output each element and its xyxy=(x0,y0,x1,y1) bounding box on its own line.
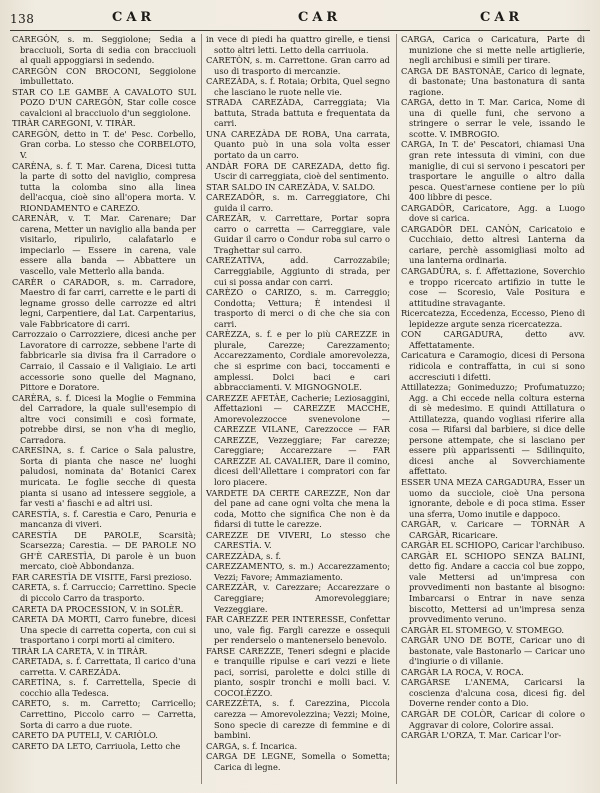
running-head-center: CAR xyxy=(298,10,342,25)
running-head-left: CAR xyxy=(112,10,156,25)
dictionary-entry: STAR SALDO IN CAREZÀDA, V. SALDO. xyxy=(206,181,376,192)
running-head-right: CAR xyxy=(480,10,524,25)
column-divider xyxy=(201,34,202,784)
dictionary-entry: CARGÀR EL SCHIOPO, Caricar l'archibuso. xyxy=(401,540,585,551)
dictionary-entry: CARGÀR EL SCHIOPO SENZA BALINI, detto fig. Andare a caccia col bue zoppo, vale Mettersi ad un'impresa con provvedimenti non bastante al bisogno: Imbarcarsi o Entrar in nave senza biscotto, Mettersi ad un'impresa senza provvedimento veruno. xyxy=(401,550,585,625)
dictionary-entry: CARGA, Carica o Caricatura, Parte di munizione che si mette nelle artiglierie, negli archibusi e simili per tirare. xyxy=(401,34,585,66)
dictionary-entry: CAREZÀDA, s. f. Rotaia; Orbita, Quel segno che lasciano le ruote nelle vie. xyxy=(206,76,390,97)
dictionary-entry: FAR CARESTÌA DE VISITE, Farsi prezioso. xyxy=(12,571,192,582)
dictionary-entry: CARGÀR DE COLÒR, Caricar di colore o Aggravar di colore, Colorire assai. xyxy=(401,709,585,730)
column-right xyxy=(401,34,585,784)
dictionary-entry: CAREZÀR, v. Carrettare, Portar sopra carro o carretta — Carreggiare, vale Guidar il carro o Condur roba sul carro o Traghettar sul carro. xyxy=(206,213,390,255)
dictionary-entry: FARSE CAREZZE, Teneri sdegni e placide e tranquille ripulse e cari vezzi e liete paci, sorrisi, parolette e dolci stille di pianto, sospir tronchi e molli baci. V. COCOLÈZZO. xyxy=(206,645,390,698)
dictionary-entry: TIRÀR LA CARETA, V. in TIRÀR. xyxy=(12,645,148,656)
dictionary-entry: CARGÀRSE L'ANEMA, Caricarsi la coscienza d'alcuna cosa, dicesi fig. del Doverne render conto a Dio. xyxy=(401,677,585,709)
dictionary-entry: CAREZZE DE VIVERI, Lo stesso che CARESTÌA. V. xyxy=(206,529,390,551)
dictionary-entry: CARÈNA, s. f. T. Mar. Carena, Dicesi tutta la parte di sotto del naviglio, compresa tutta la colomba sino alla linea dell'acqua, cioè sino all'opera morta. V. RIONDAMENTO e CAREZO. xyxy=(12,160,196,213)
dictionary-entry: CARETA, s. f. Carruccio; Carrettino. Specie di piccolo Carro da trasporto. xyxy=(12,582,196,603)
dictionary-entry: UNA CAREZÀDA DE ROBA, Una carrata, Quanto può in una sola volta esser portato da un carro. xyxy=(206,128,390,161)
dictionary-entry: CAREGÒN, detto in T. de' Pesc. Corbello, Gran corba. Lo stesso che CORBELOTO, V. xyxy=(12,128,196,161)
dictionary-entry: CARETA DA MORTI, Carro funebre, dicesi Una specie di carretta coperta, con cui si trasportano i corpi morti al cimitero. xyxy=(12,614,196,646)
dictionary-entry: CAREGÒN CON BROCONI, Seggiolone imbullettato. xyxy=(12,65,196,87)
dictionary-entry: CARGA, detto in T. Mar. Carica, Nome di una di quelle funi, che servono a stringere o serrar le vele, issando le scotte. V. IMBROGIO. xyxy=(401,97,585,139)
dictionary-entry: CAREZZÀR, v. Carezzare; Accarezzare o Careggiare; Amorevoleggiare; Vezzeggiare. xyxy=(206,582,390,614)
dictionary-entry: CAREGÒN, s. m. Seggiolone; Sedia a bracciuoli, Sorta di sedia con bracciuoli al quali appoggiarsi in sedendo. xyxy=(12,34,196,66)
dictionary-entry: CARGÀR UNO DE BOTE, Caricar uno di bastonate, vale Bastonarlo — Caricar uno d'ingiurie o di villanie. xyxy=(401,635,585,667)
dictionary-entry: CARÈRA, s. f. Dicesi la Moglie o Femmina del Carradore, la quale sull'esempio di altre voci consimili e così formate, potrebbe dirsi, se non v'ha di meglio, Carradora. xyxy=(12,392,196,445)
dictionary-entry: CARETA DA PROCESSION, V. in SOLÈR. xyxy=(12,603,184,614)
dictionary-entry: CAREZZÀDA, s. f. xyxy=(206,550,282,561)
dictionary-entry: CARGÀR LA ROCA, V. ROCA. xyxy=(401,666,524,677)
dictionary-entry: STAR CO LE GAMBE A CAVALOTO SUL POZO D'UN CAREGÒN, Star colle cosce cavalcioni al bracciuolo d'un seggiolone. xyxy=(12,86,196,118)
dictionary-entry: CARÈZO o CARIZO, s. m. Carreggio; Condotta; Vettura; È intendesi il trasporto di merci o di che che sia con carri. xyxy=(206,287,390,329)
dictionary-entry: CAREZZÈTA, s. f. Carezzina, Piccola carezza — Amorevolezzina; Vezzi; Moine, Sono specie di carezze di femmine e di bambini. xyxy=(206,698,390,741)
dictionary-entry: CAREZZAMENTO, s. m.) Accarezzamento; Vezzi; Favore; Ammaziamento. xyxy=(206,561,390,582)
dictionary-entry: Caricatura e Caramogio, dicesi di Persona ridicola e contraffatta, in cui si sono accresciuti i difetti. xyxy=(401,350,585,382)
dictionary-entry: CARESÌNA, s. f. Carice o Sala palustre, Sorta di pianta che nasce ne' luoghi paludosi, nominata da' Botanici Carex muricata. Le foglie secche di questa pianta si usano ad intessere seggiole, a far vesti a' fiaschi e ad altri usi. xyxy=(12,445,196,509)
dictionary-entry: CARGADÙRA, s. f. Affettazione, Soverchio e troppo ricercato artifizio in tutte le cose — Scoresio, Vale Positura e attitudine stravagante. xyxy=(401,266,585,308)
dictionary-entry: CARETADA, s. f. Carrettata, Il carico d'una carretta. V. CAREZÀDA. xyxy=(12,656,196,677)
dictionary-entry: CARGA DE BASTONÀE, Carico di legnate, di bastonate; Una bastonatura di santa ragione. xyxy=(401,65,585,97)
dictionary-entry: CARETO, s. m. Carretto; Carricello; Carrettino, Piccolo carro — Carretta, Sorta di carro a due ruote. xyxy=(12,698,196,730)
dictionary-entry: CARGA DE LEGNE, Somella o Sometta; Carica di legne. xyxy=(206,751,390,772)
dictionary-entry: CARETÌNA, s. f. Carrettella, Specie di cocchio alla Tedesca. xyxy=(12,677,196,698)
column-center xyxy=(206,34,390,784)
dictionary-entry: CARETO DA LETO, Carriuola, Letto che xyxy=(12,740,181,751)
column-left xyxy=(12,34,196,784)
header-rule xyxy=(10,30,590,31)
dictionary-entry: CARÈZZA, s. f. e per lo più CAREZZE in plurale, Carezze; Carezzamento; Accarezzamento, Cordiale amorevolezza, che si esprime con baci, toccamenti e amplessi. Dolci baci e cari abbracciamenti. V. MIGNOGNOLE. xyxy=(206,329,390,393)
dictionary-entry: FAR CAREZZE PER INTERESSE, Confettar uno, vale fig. Fargli carezze e ossequii per renderselo o mantenerselo benevolo. xyxy=(206,614,390,646)
column-divider xyxy=(396,34,397,784)
dictionary-entry: Carrozzaio o Carrozziere, dicesi anche per Lavoratore di carrozze, sebbene l'arte di fabbricarle sia divisa fra il Carradore o Carraio, il Cassaio e il Valigiaio. Le arti accessorie sono quelle del Magnano, Pittore e Doratore. xyxy=(12,329,196,393)
dictionary-entry: Attillatezza; Gonimeduzzo; Profumatuzzo; Agg. a Chi eccede nella coltura esterna di sè medesimo. E quindi Attillatura o Attillatezza, quando vogliasi riferire alla cosa — Rifarsi dal barbiere, si dice delle persone attempate, che si lasciano per essere più apparissenti — Sdilinquito, dicesi anche al Sovverchiamente affettato. xyxy=(401,382,585,477)
dictionary-entry: ESSER UNA MEZA CARGADURA, Esser un uomo da succiole, cioè Una persona ignorante, debole e di poca stima. Esser una sferra, Uomo inutile e dappoco. xyxy=(401,476,585,519)
dictionary-entry: CARETO DA PUTELI, V. CARIÒLO. xyxy=(12,730,158,741)
dictionary-entry: CARETÒN, s. m. Carrettone. Gran carro ad uso di trasporto di mercanzie. xyxy=(206,55,390,76)
dictionary-entry: Ricercatezza, Eccedenza, Eccesso, Pieno di lepidezze argute senza ricercatezza. xyxy=(401,308,585,329)
dictionary-entry: CARGADÒR, Caricatore, Agg. a Luogo dove si carica. xyxy=(401,202,585,224)
dictionary-entry: CARGA, In T. de' Pescatori, chiamasi Una gran rete intessuta di vimini, con due maniglie, di cui si servono i pescatori per trasportare le anguille o altro dalla pesca. Quest'arnese contiene per lo più 400 libbre di pesce. xyxy=(401,139,585,203)
dictionary-entry: CAREZATÌVA, add. Carrozzabile; Carreggiabile, Aggiunto di strada, per cui si possa andar con carri. xyxy=(206,255,390,287)
dictionary-entry: CON CARGADURA, detto avv. Affettatamente. xyxy=(401,329,585,350)
dictionary-entry: CARÈR o CARADOR, s. m. Carradore, Maestro di far carri, carrette e le parti di legname grosso delle carrozze ed altri legni, Carpentiere, dal Lat. Carpentarius, vale Fabbricatore di carri. xyxy=(12,276,196,329)
dictionary-entry: CAREZADÒR, s. m. Carreggiatore, Chi guida il carro. xyxy=(206,192,390,213)
dictionary-entry: ANDÀR FORA DE CAREZADA, detto fig. Uscir di carreggiata, cioè del sentimento. xyxy=(206,160,390,182)
dictionary-entry: VARDETE DA CERTE CAREZZE, Non dar del pane ad cane ogni volta che mena la coda, Motto che significa Che non è da fidarsi di tutte le carezze. xyxy=(206,487,390,530)
dictionary-entry: CARGADÒR DEL CANÒN, Caricatoio e Cucchiaio, detto altresì Lanterna da cariare, perchè assomigliasi molto ad una lanterna ordinaria. xyxy=(401,223,585,266)
dictionary-entry: CARGA, s. f. Incarica. xyxy=(206,740,298,751)
dictionary-entry: CARESTÌA, s. f. Carestia e Caro, Penuria e mancanza di viveri. xyxy=(12,508,196,530)
dictionary-entry: CARESTÌA DE PAROLE, Scarsità; Scarsezza; Carestia. — DE PAROLE NO GH'È CARESTÌA, Di parole è un buon mercato, cioè Abbondanza. xyxy=(12,529,196,572)
dictionary-entry: in vece di piedi ha quattro girelle, e tiensi sotto altri letti. Letto della carriuola. xyxy=(206,34,390,55)
page-number: 138 xyxy=(10,12,35,26)
dictionary-entry: CAREZZE AFETÀE, Cacherie; Leziosaggini, Affettazioni — CAREZZE MACCHE, Amorevolezzocce svenevolone — CAREZZE VILANE, Carezzocce — FAR CAREZZE, Vezzeggiare; Far carezze; Careggiare; Accarezzare — FAR CAREZZE AL CAVALIER, Dare il comino, dicesi dell'Allettare i compratori con far loro piacere. xyxy=(206,392,390,487)
dictionary-entry: CARGÀR, v. Caricare — TORNÀR A CARGÀR, Ricaricare. xyxy=(401,519,585,540)
dictionary-entry: STRADA CAREZÀDA, Carreggiata; Via battuta, Strada battuta e frequentata da carri. xyxy=(206,97,390,129)
dictionary-entry: TIRÀR CAREGONI, V. TIRÀR. xyxy=(12,118,136,129)
dictionary-entry: CARGÀR L'ORZA, T. Mar. Caricar l'or- xyxy=(401,730,562,741)
dictionary-entry: CARENÀR, v. T. Mar. Carenare; Dar carena, Metter un naviglio alla banda per visitarlo, ripulirlo, calafatarlo e impeciarlo — Essere in carena, vale essere alla banda — Abbattere un vascello, vale Metterlo alla banda. xyxy=(12,213,196,277)
dictionary-entry: CARGÀR EL STOMEGO, V. STOMEGO. xyxy=(401,624,565,635)
